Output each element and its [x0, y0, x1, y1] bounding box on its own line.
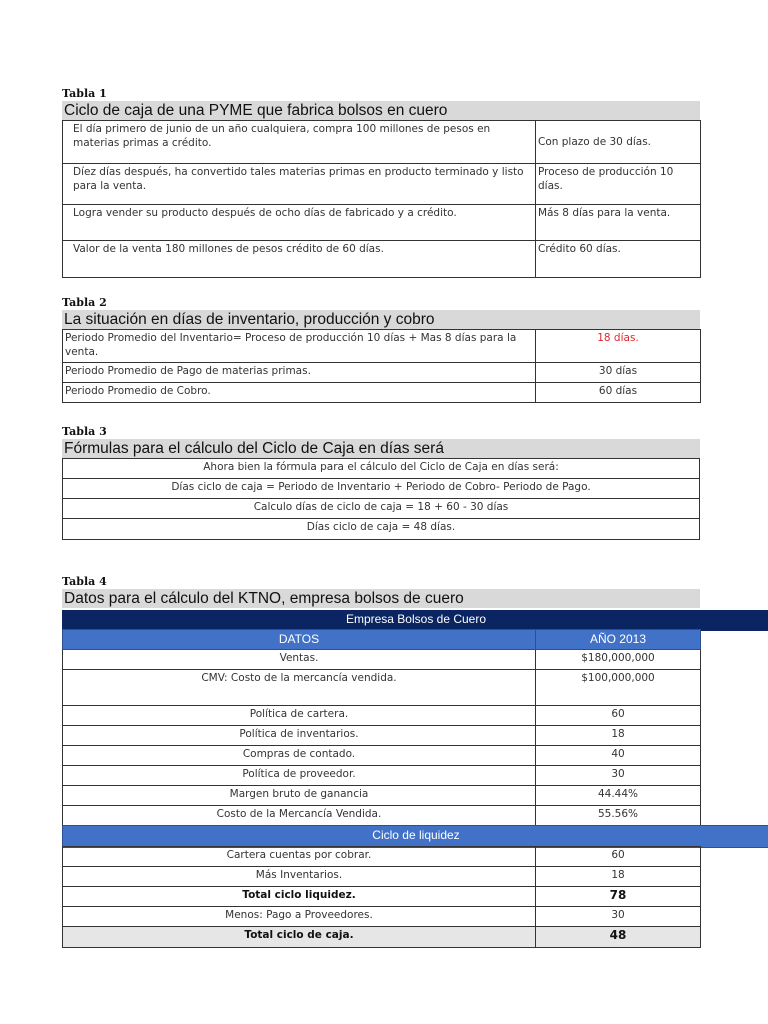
table-row: [63, 847, 701, 867]
total-label: Total ciclo liquidez.: [63, 887, 536, 907]
table-cell: 60 días: [536, 383, 701, 403]
highlight-cell: 18 días.: [536, 330, 701, 363]
row-label: Política de proveedor.: [63, 766, 536, 786]
row-label: Ventas.: [63, 650, 536, 670]
tabla-1-label: Tabla 1: [62, 87, 107, 100]
row-label: Cartera cuentas por cobrar.: [63, 847, 536, 867]
table-row: [63, 650, 701, 670]
row-value: 30: [536, 766, 701, 786]
row-value: 18: [536, 867, 701, 887]
total-row: [63, 927, 701, 948]
table-row: [63, 241, 701, 278]
tabla-2-label: Tabla 2: [62, 296, 107, 309]
ciclo-liquidez-header: [62, 825, 768, 848]
tabla-4-label: Tabla 4: [62, 575, 107, 588]
empresa-banner: [62, 610, 768, 631]
table-cell: Díez días después, ha convertido tales materias primas en producto terminado y listo para la venta.: [63, 164, 536, 205]
tabla-3-table: [62, 458, 700, 540]
row-value: 60: [536, 706, 701, 726]
row-label: Margen bruto de ganancia: [63, 786, 536, 806]
row-label: Política de cartera.: [63, 706, 536, 726]
tabla-2-title: La situación en días de inventario, producción y cobro: [62, 310, 700, 329]
row-label: CMV: Costo de la mercancía vendida.: [63, 670, 536, 706]
table-cell: Periodo Promedio de Cobro.: [63, 383, 536, 403]
tabla-1: [62, 87, 701, 278]
table-row: [63, 907, 701, 927]
total-value: 78: [536, 887, 701, 907]
table-cell: Proceso de producción 10 días.: [536, 164, 701, 205]
tabla-4-title: Datos para el cálculo del KTNO, empresa bolsos de cuero: [62, 589, 700, 608]
total-row: [63, 887, 701, 907]
table-cell: Valor de la venta 180 millones de pesos crédito de 60 días.: [63, 241, 536, 278]
table-cell: Más 8 días para la venta.: [536, 205, 701, 241]
table-row: [63, 363, 701, 383]
table-cell: Periodo Promedio del Inventario= Proceso de producción 10 días + Mas 8 días para la venta.: [63, 330, 536, 363]
table-row: [63, 330, 701, 363]
table-cell: Días ciclo de caja = 48 días.: [63, 519, 700, 540]
row-value: 18: [536, 726, 701, 746]
table-row: [63, 383, 701, 403]
table-cell: Logra vender su producto después de ocho días de fabricado y a crédito.: [63, 205, 536, 241]
row-value: $100,000,000: [536, 670, 701, 706]
table-cell: 30 días: [536, 363, 701, 383]
table-row: [63, 867, 701, 887]
row-value: 60: [536, 847, 701, 867]
table-cell: Calculo días de ciclo de caja = 18 + 60 - 30 días: [63, 499, 700, 519]
table-cell: Días ciclo de caja = Periodo de Inventario + Periodo de Cobro- Periodo de Pago.: [63, 479, 700, 499]
table-row: [63, 786, 701, 806]
total-value: 48: [536, 927, 701, 948]
table-cell: Crédito 60 días.: [536, 241, 701, 278]
total-label: Total ciclo de caja.: [63, 927, 536, 948]
table-row: [63, 766, 701, 786]
tabla-1-table: [62, 120, 701, 278]
row-value: 44.44%: [536, 786, 701, 806]
tabla-3-label: Tabla 3: [62, 425, 107, 438]
empresa-banner-text: Empresa Bolsos de Cuero: [345, 612, 487, 626]
column-header-datos: DATOS: [63, 630, 536, 650]
tabla-4: [62, 575, 700, 608]
table-row: [63, 479, 700, 499]
row-label: Costo de la Mercancía Vendida.: [63, 806, 536, 826]
table-row: [63, 746, 701, 766]
row-value: 30: [536, 907, 701, 927]
table-row: [63, 164, 701, 205]
table-cell: Periodo Promedio de Pago de materias primas.: [63, 363, 536, 383]
table-cell: El día primero de junio de un año cualquiera, compra 100 millones de pesos en materias primas a crédito.: [63, 121, 536, 164]
ciclo-liquidez-table: [62, 846, 701, 948]
table-row: [63, 459, 700, 479]
column-header-ano: AÑO 2013: [536, 630, 701, 650]
ciclo-liquidez-header-text: Ciclo de liquidez: [372, 828, 460, 842]
tabla-2: [62, 296, 701, 403]
table-cell: Ahora bien la fórmula para el cálculo del Ciclo de Caja en días será:: [63, 459, 700, 479]
tabla-2-table: [62, 329, 701, 403]
table-row: [63, 670, 701, 706]
row-label: Menos: Pago a Proveedores.: [63, 907, 536, 927]
tabla-3-title: Fórmulas para el cálculo del Ciclo de Caja en días será: [62, 439, 700, 458]
table-row: [63, 499, 700, 519]
row-label: Más Inventarios.: [63, 867, 536, 887]
row-value: 40: [536, 746, 701, 766]
table-row: [63, 121, 701, 164]
header-row: [63, 630, 701, 650]
table-row: [63, 519, 700, 540]
row-label: Compras de contado.: [63, 746, 536, 766]
row-value: 55.56%: [536, 806, 701, 826]
table-row: [63, 806, 701, 826]
row-value: $180,000,000: [536, 650, 701, 670]
tabla-1-title: Ciclo de caja de una PYME que fabrica bolsos en cuero: [62, 101, 700, 120]
table-row: [63, 726, 701, 746]
tabla-4-table: [62, 629, 701, 826]
tabla-3: [62, 425, 700, 540]
row-label: Política de inventarios.: [63, 726, 536, 746]
table-cell: Con plazo de 30 días.: [536, 121, 701, 164]
table-row: [63, 205, 701, 241]
table-row: [63, 706, 701, 726]
